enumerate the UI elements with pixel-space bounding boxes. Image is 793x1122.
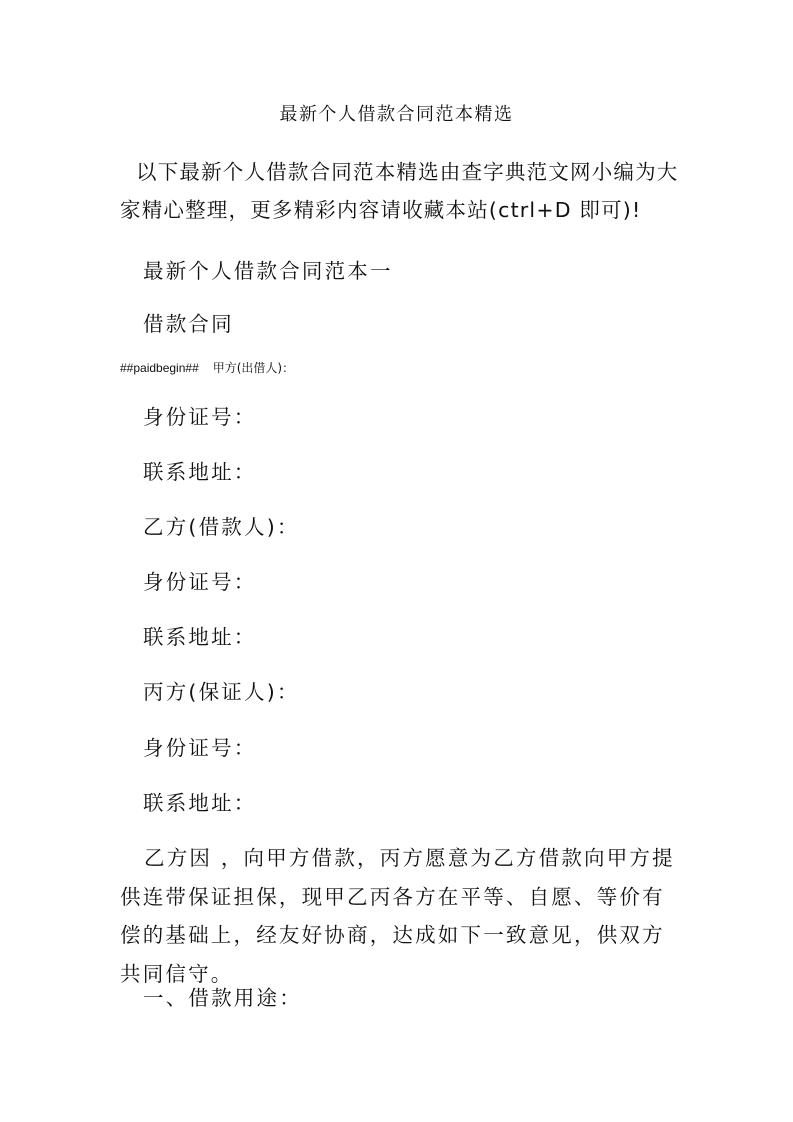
party-c-address-field: 联系地址： xyxy=(143,791,257,815)
intro-paragraph: 以下最新个人借款合同范本精选由查字典范文网小编为大家精心整理，更多精彩内容请收藏本站(ctrl+D 即可)! xyxy=(120,160,679,222)
party-c-id-field: 身份证号： xyxy=(143,736,257,760)
party-b-label: 乙方(借款人)： xyxy=(143,515,300,539)
party-a-id-field: 身份证号： xyxy=(143,405,257,429)
party-b-address-field: 联系地址： xyxy=(143,625,257,649)
party-b-id-field: 身份证号： xyxy=(143,570,257,594)
paid-marker: ##paidbegin## xyxy=(120,361,199,375)
agreement-paragraph: 乙方因 ，向甲方借款，丙方愿意为乙方借款向甲方提供连带保证担保，现甲乙丙各方在平等、自愿、等价有偿的基础上，经友好协商，达成如下一致意见，供双方共同信守。 xyxy=(120,846,675,986)
section-heading: 最新个人借款合同范本一 xyxy=(143,259,393,283)
party-c-label: 丙方(保证人)： xyxy=(143,680,300,704)
party-a-address-field: 联系地址： xyxy=(143,460,257,484)
party-a-line xyxy=(120,359,294,377)
clause-1-heading: 一、借款用途： xyxy=(143,986,302,1010)
document-title: 最新个人借款合同范本精选 xyxy=(279,104,514,125)
contract-title: 借款合同 xyxy=(143,312,234,336)
party-a-label: 甲方(出借人)： xyxy=(212,361,295,375)
